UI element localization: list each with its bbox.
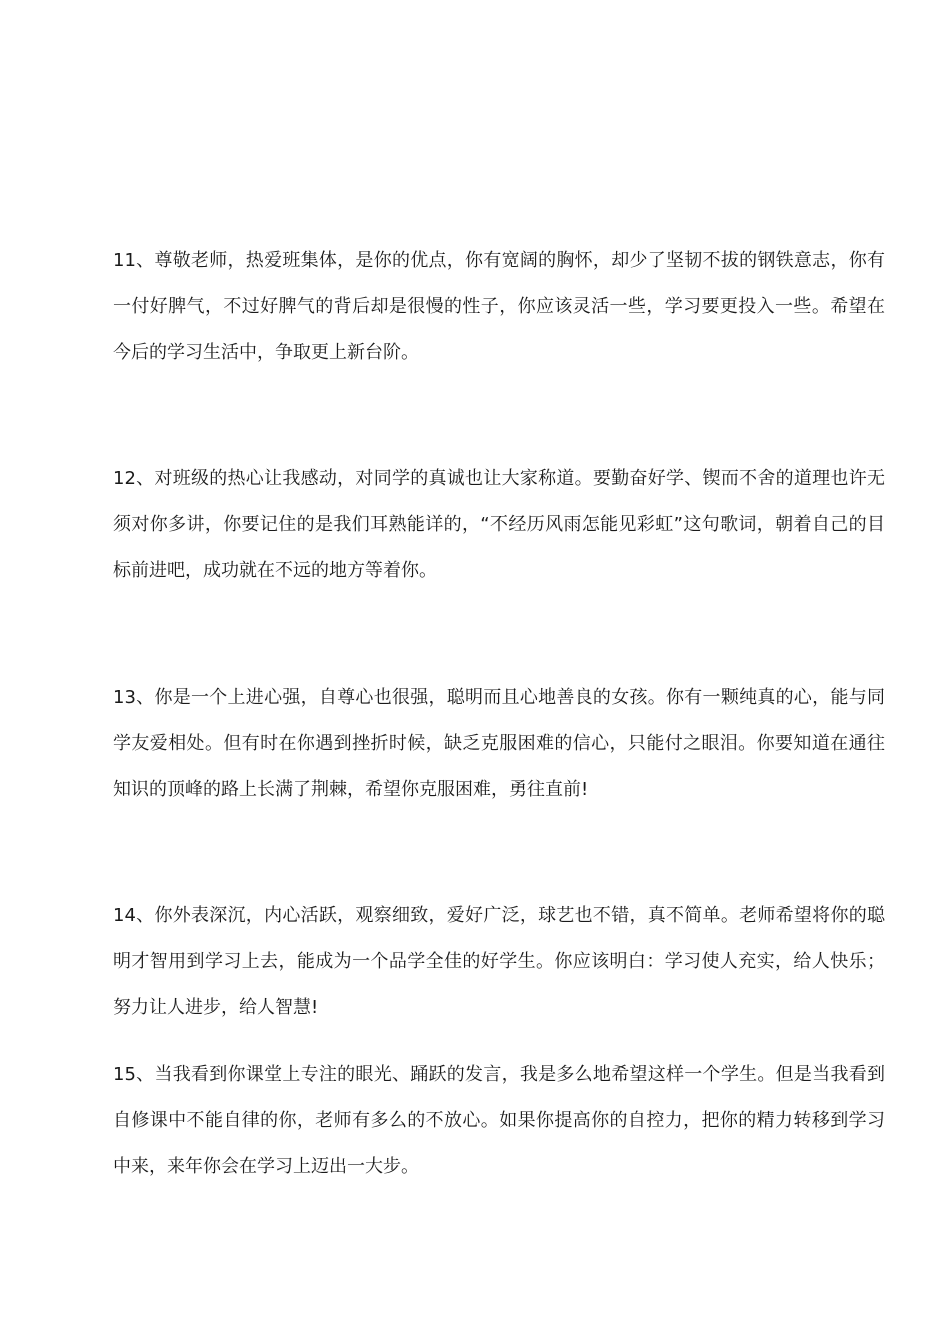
comment-paragraph-14: 14、你外表深沉，内心活跃，观察细致，爱好广泛，球艺也不错，真不简单。老师希望将你的聪明才智用到学习上去，能成为一个品学全佳的好学生。你应该明白：学习使人充实，给人快乐；努力让人进步，给人智慧!: [113, 905, 885, 1018]
comment-paragraph-15: 15、当我看到你课堂上专注的眼光、踊跃的发言，我是多么地希望这样一个学生。但是当我看到自修课中不能自律的你，老师有多么的不放心。如果你提高你的自控力，把你的精力转移到学习中来，来年你会在学习上迈出一大步。: [113, 1064, 885, 1177]
comment-paragraph-11: 11、尊敬老师，热爱班集体，是你的优点，你有宽阔的胸怀，却少了坚韧不拔的钢铁意志，你有一付好脾气，不过好脾气的背后却是很慢的性子，你应该灵活一些，学习要更投入一些。希望在今后的学习生活中，争取更上新台阶。: [113, 250, 885, 363]
comment-paragraph-13: 13、你是一个上进心强，自尊心也很强，聪明而且心地善良的女孩。你有一颗纯真的心，能与同学友爱相处。但有时在你遇到挫折时候，缺乏克服困难的信心，只能付之眼泪。你要知道在通往知识的顶峰的路上长满了荆棘，希望你克服困难，勇往直前!: [113, 687, 885, 800]
comment-paragraph-12: 12、对班级的热心让我感动，对同学的真诚也让大家称道。要勤奋好学、锲而不舍的道理也许无须对你多讲，你要记住的是我们耳熟能详的，“不经历风雨怎能见彩虹”这句歌词，朝着自己的目标前进吧，成功就在不远的地方等着你。: [113, 468, 885, 581]
